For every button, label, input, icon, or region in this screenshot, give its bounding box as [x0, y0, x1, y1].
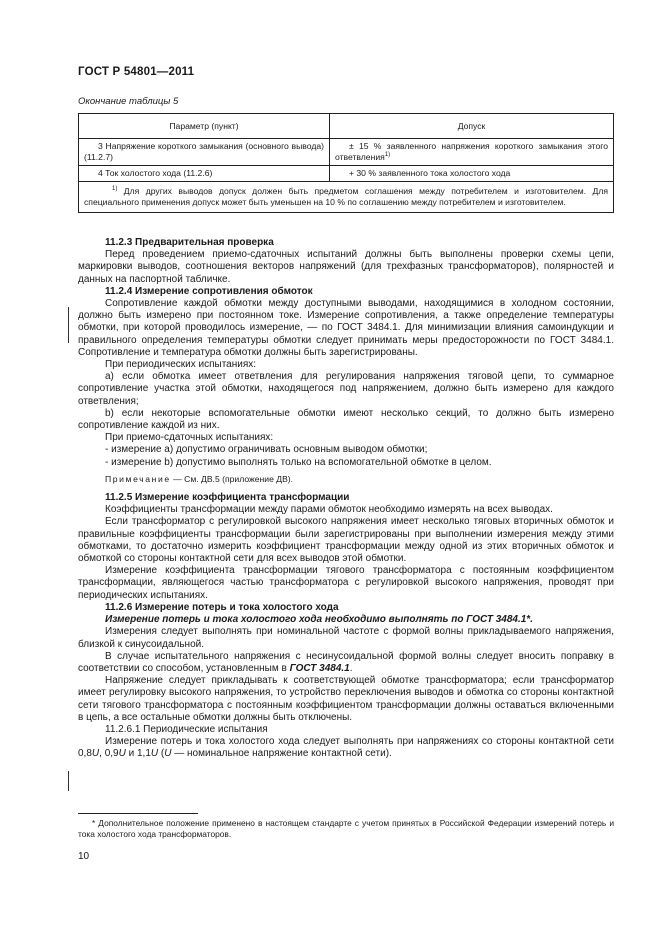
table-header-row — [79, 114, 614, 139]
table-5 — [78, 113, 614, 213]
paragraph: Напряжение следует прикладывать к соответствующей обмотке трансформатора; если трансформатор имеет регулировку высокого напряжения, то устройство переключения выводов и обмотка со стороны контактной сети тягового трансформатора с постоянным коэффициентом трансформации должны оставаться включенными в цепь, а все остальные обмотки должны быть отключены. — [78, 675, 614, 723]
footnote: * Дополнительное положение применено в настоящем стандарте с учетом принятых в Российской Федерации измерений потерь и тока холостого хода трансформаторов. — [78, 818, 614, 839]
document-header: ГОСТ Р 54801—2011 — [78, 66, 195, 78]
table-row — [79, 166, 614, 182]
section-heading: 11.2.4 Измерение сопротивления обмоток — [105, 285, 313, 297]
paragraph: Если трансформатор с регулировкой высокого напряжения имеет несколько тяговых вторичных обмоток и правильные коэффициенты трансформации были зарегистрированы при выполнении измерения между этими обмотками, то достаточно измерить коэффициент трансформации между одной из этих вторичных обмоток и обмоткой со стороны контактной сети для всех выводов этой обмотки. — [78, 516, 614, 565]
subsection-heading: 11.2.6.1 Периодические испытания — [105, 723, 268, 735]
column-header-parameter: Параметр (пункт) — [79, 114, 330, 139]
paragraph: Измерение потерь и тока холостого хода необходимо выполнять по ГОСТ 3484.1*. — [105, 614, 533, 626]
list-item: - измерение b) допустимо выполнять только на вспомогательной обмотке в целом. — [105, 456, 492, 468]
section-heading: 11.2.6 Измерение потерь и тока холостого хода — [105, 601, 339, 613]
paragraph: При периодических испытаниях: — [105, 359, 257, 371]
paragraph: Измерение потерь и тока холостого хода следует выполнять при напряжениях со стороны контактной сети 0,8U, 0,9U и 1,1U (U — номинальное напряжение контактной сети). — [78, 736, 614, 760]
paragraph: Коэффициенты трансформации между парами обмоток необходимо измерять на всех выводах. — [105, 504, 553, 516]
main-text — [78, 237, 614, 761]
table-cell: 4 Ток холостого хода (11.2.6) — [79, 166, 330, 182]
paragraph: Измерения следует выполнять при номинальной частоте с формой волны прикладываемого напряжения, близкой к синусоидальной. — [78, 626, 614, 650]
paragraph: Измерение коэффициента трансформации тягового трансформатора с постоянным коэффициентом трансформации, являющегося частью трансформатора с регулировкой высокого напряжения, проводят при периодических испытаниях. — [78, 565, 614, 601]
list-item: - измерение a) допустимо ограничивать основным выводом обмотки; — [105, 444, 428, 456]
list-item: b) если некоторые вспомогательные обмотки имеют несколько секций, то должно быть измерено сопротивление каждой из них. — [78, 407, 614, 432]
list-item: a) если обмотка имеет ответвления для регулирования напряжения тяговой цепи, то суммарное сопротивление участка этой обмотки, находящегося под напряжением, должно быть измерено для каждого ответвления; — [78, 371, 614, 407]
table-caption: Окончание таблицы 5 — [78, 96, 179, 107]
section-heading: 11.2.5 Измерение коэффициента трансформации — [105, 492, 350, 504]
table-footnote: $^{1)}$ Для других выводов допуск должен быть предметом соглашения между потребителем и изготовителем. Для специального применения допуск может быть уменьшен на 10 % по соглашению между потребителем и изготовителем. — [79, 182, 614, 213]
footnote-separator — [78, 813, 198, 814]
table-footnote-row — [79, 182, 614, 213]
paragraph: При приемо-сдаточных испытаниях: — [105, 432, 274, 444]
paragraph: В случае испытательного напряжения с несинусоидальной формой волны следует вносить поправку в соответствии со способом, установленным в ГОСТ 3484.1. — [78, 650, 614, 674]
page-number: 10 — [78, 851, 90, 862]
table-cell: + 30 % заявленного тока холостого хода — [330, 166, 614, 182]
change-bar — [68, 307, 69, 343]
table-cell: ± 15 % заявленного напряжения короткого замыкания этого ответвления$^{1)}$ — [330, 139, 614, 166]
section-heading: 11.2.3 Предварительная проверка — [105, 237, 274, 248]
paragraph: Сопротивление каждой обмотки между доступными выводами, находящимися в холодном состоянии, должно быть измерено при постоянном токе. Измерение сопротивления, а также определение температуры обмотки, при которой проводилось измерение, — по ГОСТ 3484.1. Для минимизации влияния самоиндукции и правильного определения температуры обмотки следует принимать меры предосторожности по ГОСТ 3484.1. Сопротивление и температура обмотки должны быть зарегистрированы. — [78, 298, 614, 358]
paragraph: Перед проведением приемо-сдаточных испытаний должны быть выполнены проверки схемы цепи, маркировки выводов, соотношения векторов напряжений (для трехфазных трансформаторов), полярностей и данных на паспортной табличке. — [78, 249, 614, 285]
table-cell: 3 Напряжение короткого замыкания (основного вывода) (11.2.7) — [79, 139, 330, 166]
table-row — [79, 139, 614, 166]
note: Примечание — См. ДВ.5 (приложение ДВ). — [105, 473, 294, 484]
change-bar — [68, 771, 69, 791]
column-header-tolerance: Допуск — [330, 114, 614, 139]
